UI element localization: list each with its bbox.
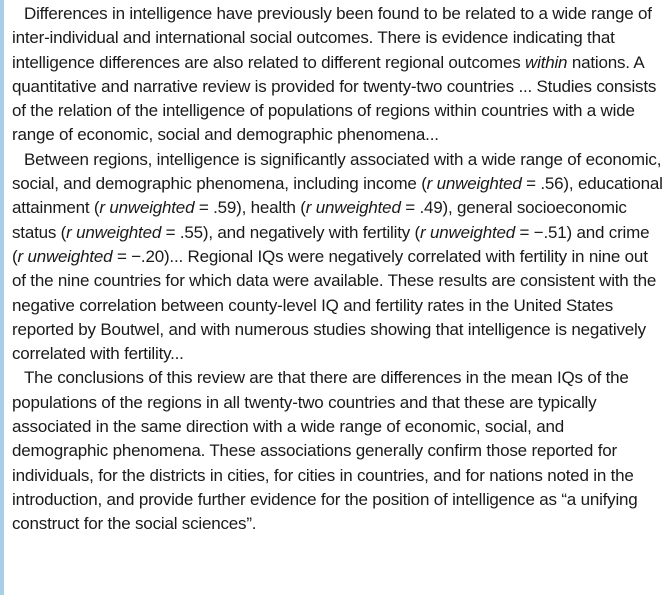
fertility-value: = −.51) and crime (	[12, 222, 650, 266]
health-value: = .49), general socioeconomic status (	[12, 198, 627, 242]
quote-text	[12, 2, 664, 537]
r-unweighted-fertility: r unweighted	[420, 222, 515, 242]
r-unweighted-health: r unweighted	[305, 198, 401, 218]
ses-value: = .55), and negatively with fertility (	[161, 222, 421, 242]
education-value: = .59), health (	[194, 198, 306, 218]
r-unweighted-ses: r unweighted	[66, 222, 162, 242]
r-unweighted-education: r unweighted	[99, 198, 195, 218]
p2-text-a: Between regions, intelligence is significantly associated with a wide range of economic, social, and demographic phenomena, including income (	[12, 149, 662, 194]
p1-text-b: nations. A quantitative and narrative review is provided for twenty-two countries ... Studies consists of the relation of the intelligence of populations of regions within countries with a wide range of economic, social and demographic phenomena...	[12, 52, 657, 145]
paragraph-2	[12, 148, 664, 367]
p1-text-a: Differences in intelligence have previously been found to be related to a wide range of inter-individual and international social outcomes. There is evidence indicating that intelligence differences are also related to different regional outcomes	[12, 4, 652, 72]
crime-value: = −.20)... Regional IQs were negatively correlated with fertility in nine out of the nine countries for which data were available. These results are consistent with the negative correlation between county-level IQ and fertility rates in the United States reported by Boutwel, and with numerous studies showing that intelligence is negatively correlated with fertility...	[12, 246, 657, 364]
p1-emphasis: within	[525, 52, 568, 72]
paragraph-1	[12, 2, 664, 148]
paragraph-3	[12, 366, 664, 536]
p3-text: The conclusions of this review are that there are differences in the mean IQs of the populations of the regions in all twenty-two countries and that these are typically associated in the same direction with a wide range of economic, social, and demographic phenomena. These associations generally confirm those reported for individuals, for the districts in cities, for cities in countries, and for nations noted in the introduction, and provide further evidence for the position of intelligence as “a unifying construct for the social sciences”.	[12, 368, 638, 534]
income-value: = .56), educational attainment (	[12, 174, 663, 218]
r-unweighted-crime: r unweighted	[17, 246, 113, 266]
r-unweighted-income: r unweighted	[426, 174, 522, 194]
